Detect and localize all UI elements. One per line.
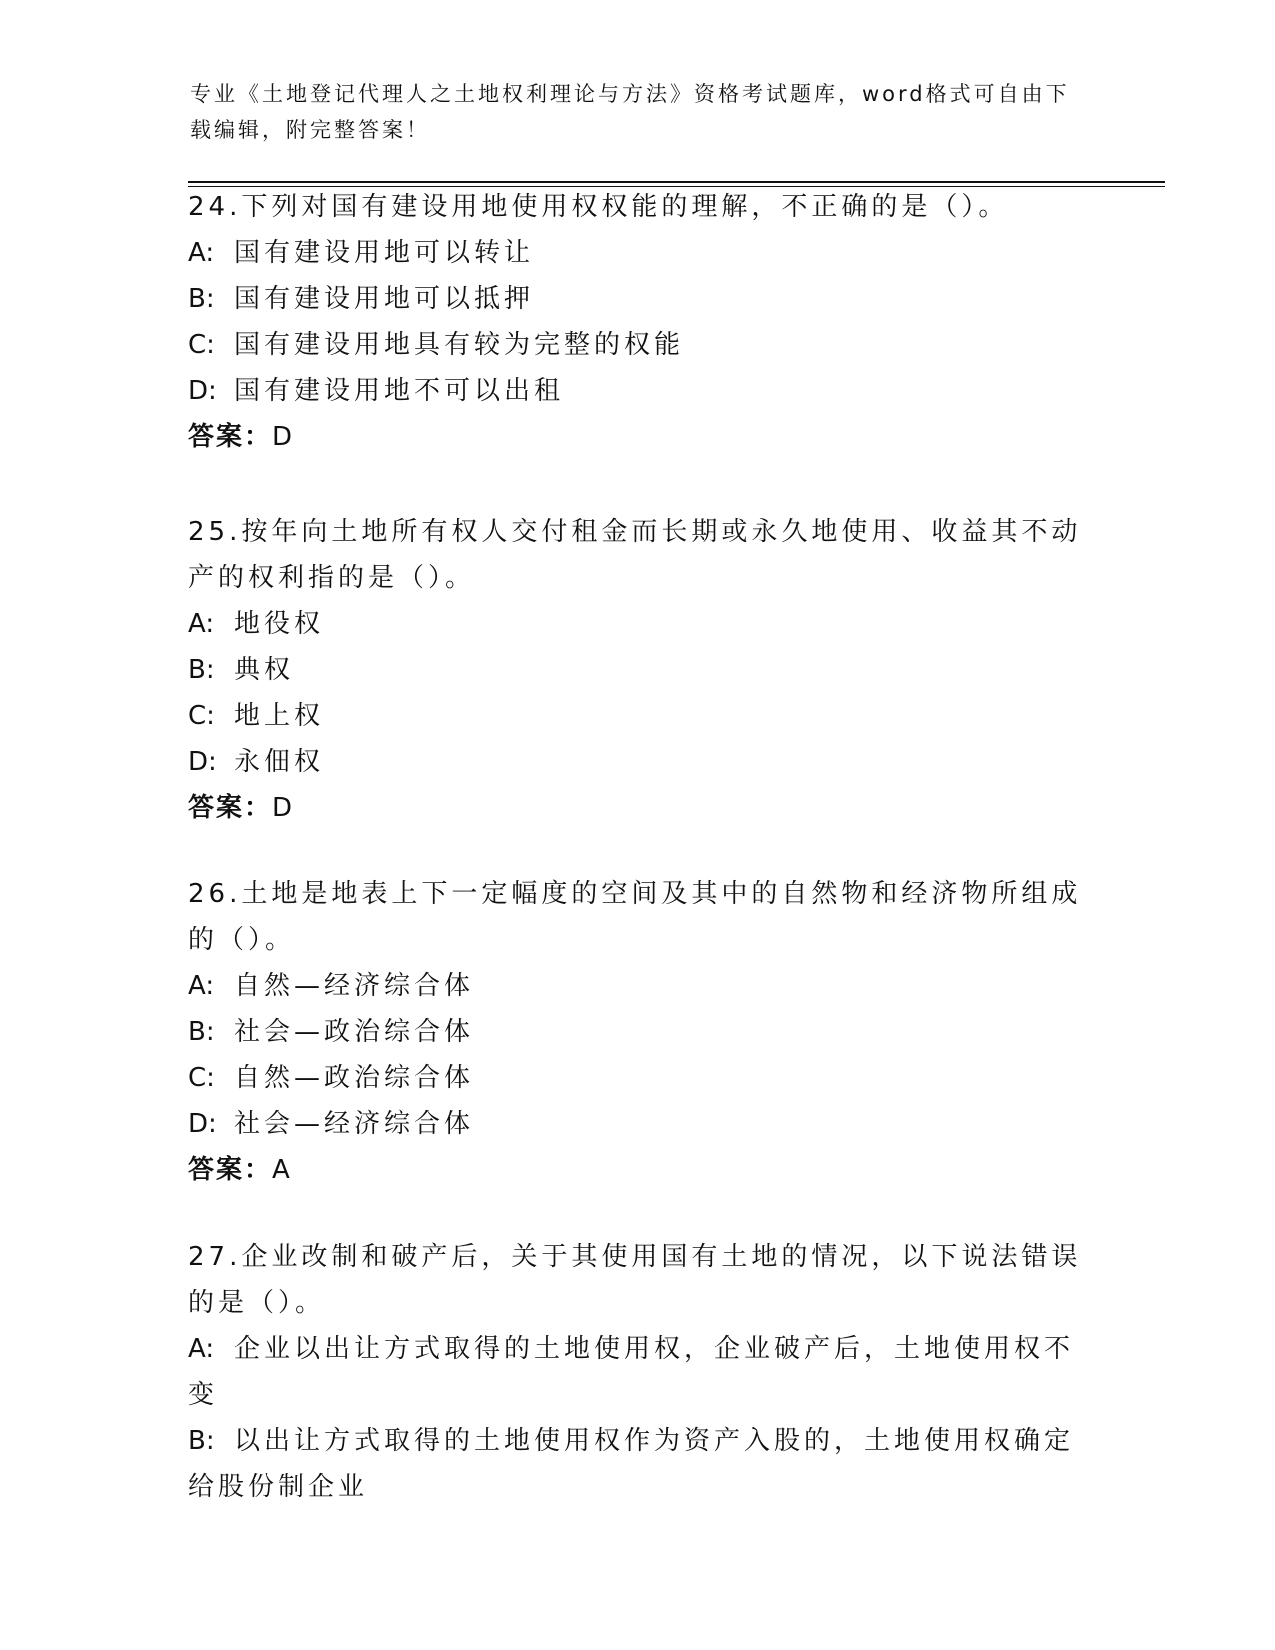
answer-label: 答案： xyxy=(188,793,273,823)
option-letter: C: xyxy=(188,1063,215,1093)
answer-label: 答案： xyxy=(188,422,273,452)
question-27 xyxy=(188,1234,1088,1510)
option-letter: D: xyxy=(188,376,217,406)
option-letter: B: xyxy=(188,655,215,685)
option-d xyxy=(188,368,1088,414)
option-a xyxy=(188,1326,1088,1418)
option-text: 国有建设用地具有较为完整的权能 xyxy=(234,330,685,360)
option-c xyxy=(188,693,1088,739)
option-letter: B: xyxy=(188,1017,215,1047)
question-stem: 26.土地是地表上下一定幅度的空间及其中的自然物和经济物所组成的（）。 xyxy=(188,879,1082,955)
option-text: 典权 xyxy=(234,655,295,685)
option-text: 地役权 xyxy=(234,609,325,639)
option-text: 自然—政治综合体 xyxy=(234,1063,475,1093)
option-d xyxy=(188,1101,1088,1147)
option-text: 社会—政治综合体 xyxy=(234,1017,475,1047)
option-b xyxy=(188,1009,1088,1055)
option-text: 以出让方式取得的土地使用权作为资产入股的，土地使用权确定给股份制企业 xyxy=(188,1426,1075,1502)
question-26 xyxy=(188,871,1088,1193)
answer-value: D xyxy=(272,793,295,823)
option-b xyxy=(188,1418,1088,1510)
question-25 xyxy=(188,509,1088,831)
option-text: 国有建设用地不可以出租 xyxy=(234,376,565,406)
header-divider-thick xyxy=(188,181,1165,183)
question-stem: 24.下列对国有建设用地使用权权能的理解，不正确的是（）。 xyxy=(188,192,1009,222)
option-c xyxy=(188,322,1088,368)
option-text: 企业以出让方式取得的土地使用权，企业破产后，土地使用权不变 xyxy=(188,1334,1075,1410)
option-text: 地上权 xyxy=(234,701,325,731)
option-b xyxy=(188,276,1088,322)
option-text: 国有建设用地可以转让 xyxy=(234,238,535,268)
option-b xyxy=(188,647,1088,693)
option-letter: A: xyxy=(188,971,215,1001)
answer-line xyxy=(188,414,1088,460)
option-letter: D: xyxy=(188,747,217,777)
option-a xyxy=(188,963,1088,1009)
answer-value: A xyxy=(272,1155,292,1185)
option-letter: B: xyxy=(188,1426,215,1456)
option-d xyxy=(188,739,1088,785)
option-c xyxy=(188,1055,1088,1101)
question-stem: 27.企业改制和破产后，关于其使用国有土地的情况，以下说法错误的是（）。 xyxy=(188,1242,1082,1318)
option-letter: C: xyxy=(188,330,215,360)
option-letter: A: xyxy=(188,609,215,639)
option-a xyxy=(188,230,1088,276)
answer-value: D xyxy=(272,422,295,452)
answer-line xyxy=(188,1147,1088,1193)
option-text: 永佃权 xyxy=(234,747,325,777)
option-letter: B: xyxy=(188,284,215,314)
option-letter: A: xyxy=(188,1334,215,1364)
option-a xyxy=(188,601,1088,647)
question-stem: 25.按年向土地所有权人交付租金而长期或永久地使用、收益其不动产的权利指的是（）。 xyxy=(188,517,1082,593)
option-letter: A: xyxy=(188,238,215,268)
answer-label: 答案： xyxy=(188,1155,273,1185)
option-text: 社会—经济综合体 xyxy=(234,1109,475,1139)
document-header: 专业《土地登记代理人之土地权利理论与方法》资格考试题库，word格式可自由下载编辑，附完整答案！ xyxy=(190,82,1070,142)
option-letter: C: xyxy=(188,701,215,731)
question-24 xyxy=(188,184,1088,460)
option-letter: D: xyxy=(188,1109,217,1139)
option-text: 国有建设用地可以抵押 xyxy=(234,284,535,314)
option-text: 自然—经济综合体 xyxy=(234,971,475,1001)
answer-line xyxy=(188,785,1088,831)
